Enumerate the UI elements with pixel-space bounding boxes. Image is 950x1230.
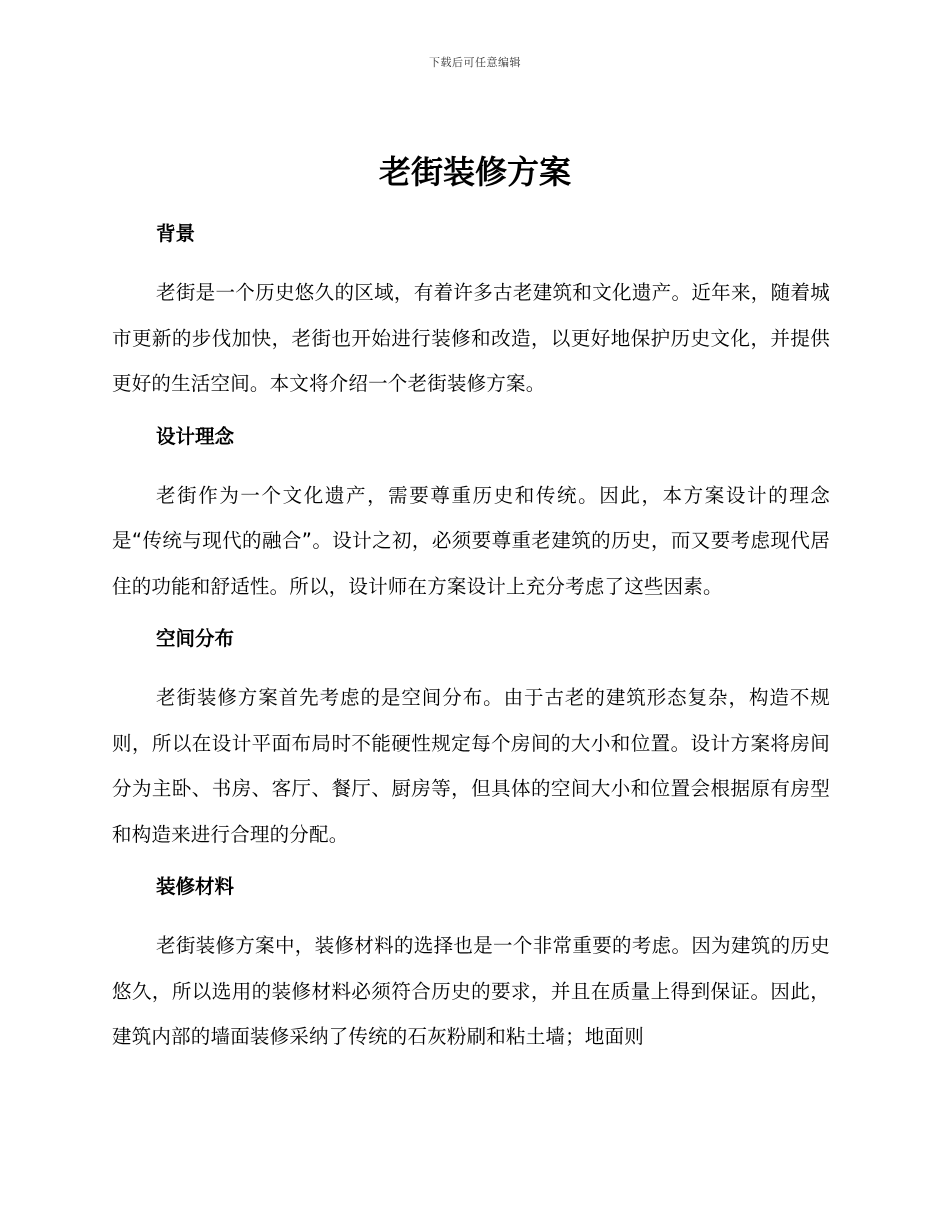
section-space-layout: [112, 621, 830, 857]
document-body: [112, 204, 830, 1060]
section-heading: 背景: [156, 222, 196, 245]
section-paragraph: 老街装修方案中，装修材料的选择也是一个非常重要的考虑。因为建筑的历史悠久，所以选用的装修材料必须符合历史的要求，并且在质量上得到保证。因此，建筑内部的墙面装修采纳了传统的石灰粉刷和粘土墙；地面则: [112, 934, 830, 1048]
section-heading: 空间分布: [156, 627, 235, 650]
section-materials: [112, 869, 830, 1060]
section-paragraph: 老街作为一个文化遗产，需要尊重历史和传统。因此，本方案设计的理念是“传统与现代的融合”。设计之初，必须要尊重老建筑的历史，而又要考虑现代居住的功能和舒适性。所以，设计师在方案设计上充分考虑了这些因素。: [112, 483, 830, 598]
section-heading: 装修材料: [156, 875, 235, 898]
document-title: 老街装修方案: [378, 153, 571, 191]
header-note: 下载后可任意编辑: [429, 56, 521, 69]
section-background: [112, 216, 830, 407]
section-paragraph: 老街装修方案首先考虑的是空间分布。由于古老的建筑形态复杂，构造不规则，所以在设计平面布局时不能硬性规定每个房间的大小和位置。设计方案将房间分为主卧、书房、客厅、餐厅、厨房等，但具体的空间大小和位置会根据原有房型和构造来进行合理的分配。: [112, 686, 830, 846]
section-design-concept: [112, 419, 830, 610]
section-paragraph: 老街是一个历史悠久的区域，有着许多古老建筑和文化遗产。近年来，随着城市更新的步伐加快，老街也开始进行装修和改造，以更好地保护历史文化，并提供更好的生活空间。本文将介绍一个老街装修方案。: [112, 281, 830, 395]
section-heading: 设计理念: [156, 424, 235, 448]
